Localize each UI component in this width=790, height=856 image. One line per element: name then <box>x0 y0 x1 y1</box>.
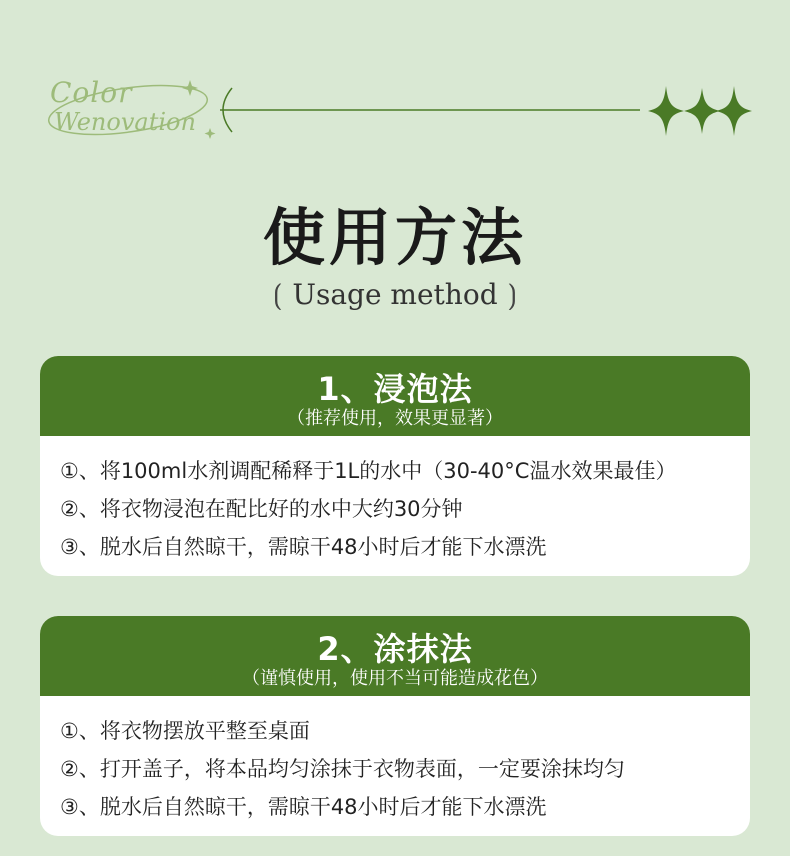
card-note: （谨慎使用，使用不当可能造成花色） <box>242 668 548 689</box>
card-note: （推荐使用，效果更显著） <box>287 408 503 429</box>
page-title: 使用方法 <box>262 201 527 274</box>
card-header <box>40 356 750 436</box>
card-title: 1、浸泡法 <box>317 370 473 408</box>
step-item: ③、脱水后自然晾干，需晾干48小时后才能下水漂洗 <box>60 535 547 559</box>
brand-line2: Wenovation <box>54 108 196 136</box>
card-header <box>40 616 750 696</box>
step-item: ②、将衣物浸泡在配比好的水中大约30分钟 <box>60 497 463 521</box>
step-item: ②、打开盖子，将本品均匀涂抹于衣物表面，一定要涂抹均匀 <box>60 757 625 781</box>
subtitle-text: Usage method <box>292 278 498 311</box>
step-list <box>40 436 750 566</box>
sparkle-icon <box>648 86 758 136</box>
brand-logo <box>40 70 220 150</box>
brand-line1: Color <box>50 76 133 109</box>
method-card-apply <box>40 616 750 836</box>
right-bracket-icon: ⟯ <box>507 278 517 311</box>
step-item: ①、将衣物摆放平整至桌面 <box>60 719 310 743</box>
arrow-line-icon <box>210 80 650 140</box>
card-title: 2、涂抹法 <box>317 630 473 668</box>
step-item: ③、脱水后自然晾干，需晾干48小时后才能下水漂洗 <box>60 795 547 819</box>
page-subtitle <box>0 278 790 312</box>
method-card-soak <box>40 356 750 576</box>
left-bracket-icon: ⟮ <box>273 278 283 311</box>
step-list <box>40 696 750 826</box>
step-item: ①、将100ml水剂调配稀释于1L的水中（30-40°C温水效果最佳） <box>60 459 677 483</box>
